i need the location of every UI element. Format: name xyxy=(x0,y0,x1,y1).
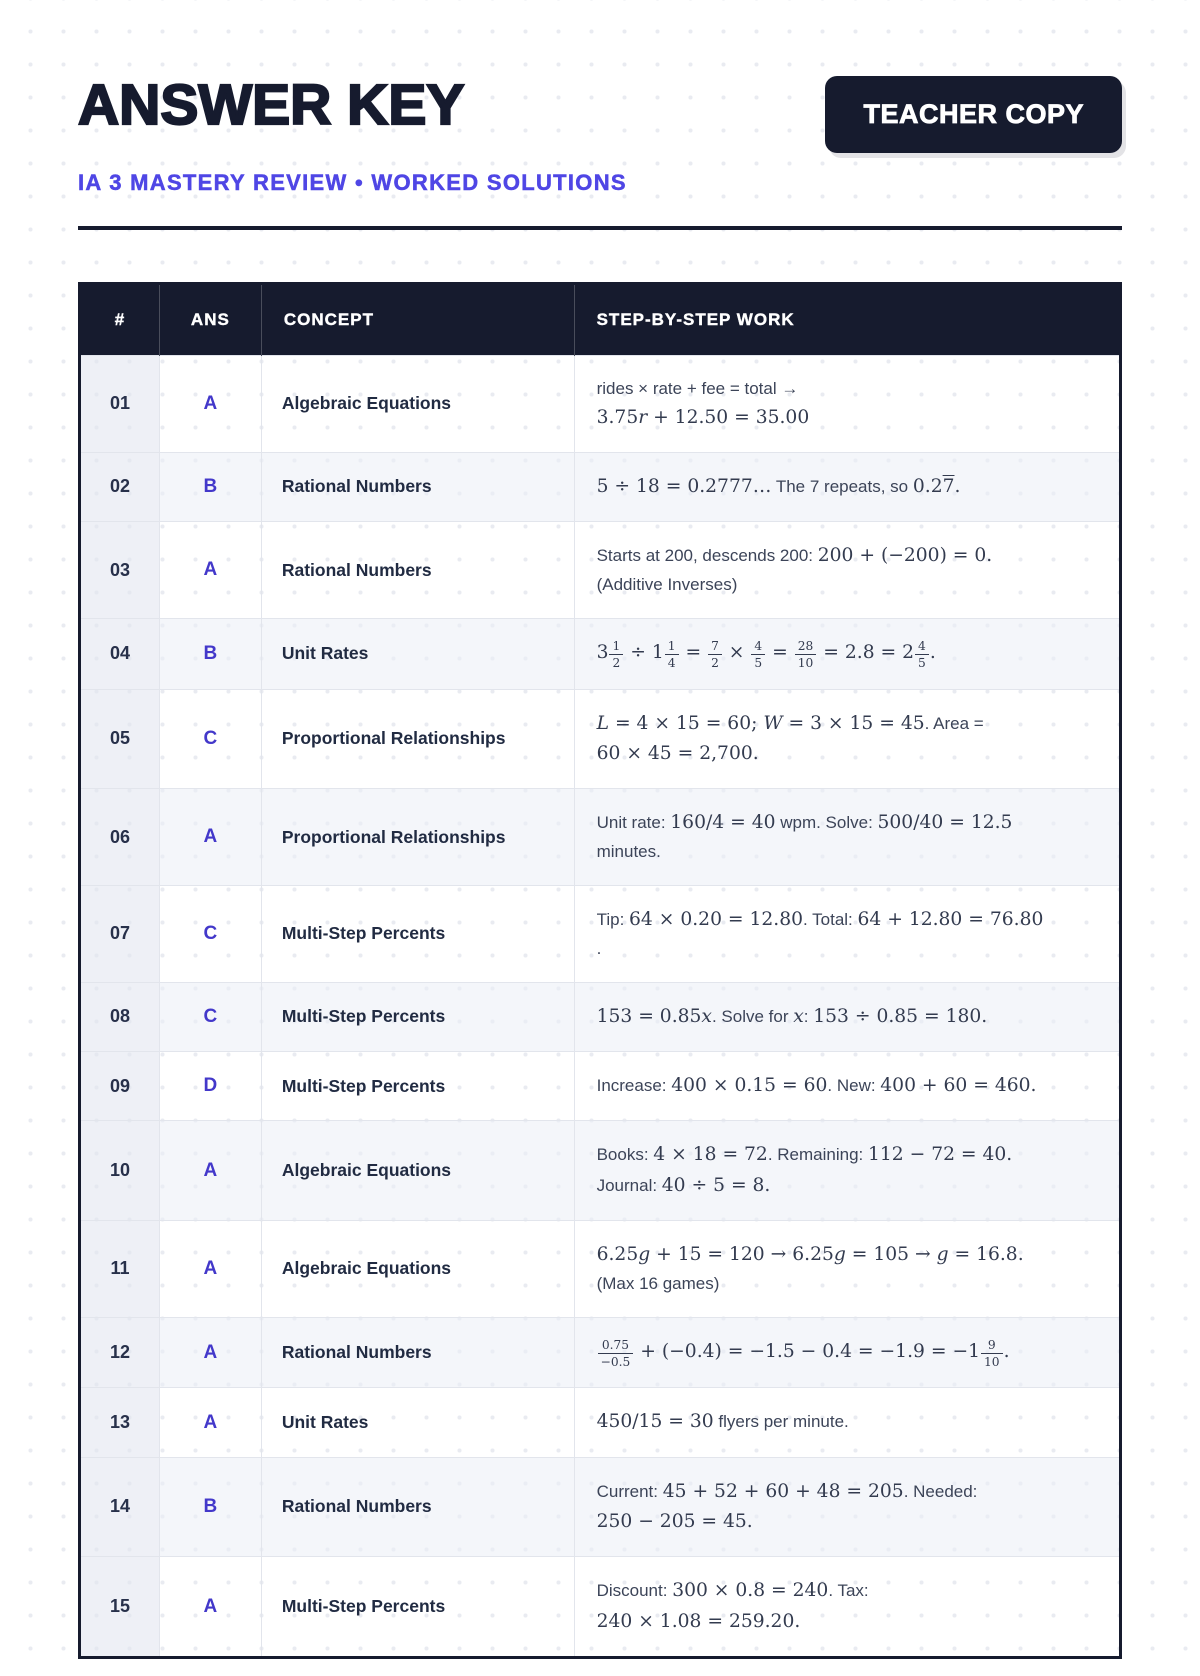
work-math: = 2.8 = 2 xyxy=(817,641,915,663)
question-number: 15 xyxy=(80,1557,160,1658)
fraction: $\frac{4}{5}$ xyxy=(751,640,765,669)
answer-letter: B xyxy=(159,618,261,689)
concept-label: Unit Rates xyxy=(261,618,574,689)
concept-label: Multi-Step Percents xyxy=(261,982,574,1051)
work-math: = 105 → xyxy=(845,1243,937,1265)
fraction: $\frac{4}{5}$ xyxy=(915,640,929,669)
work-math: 300 × 0.8 = 240 xyxy=(672,1580,829,1602)
question-number: 07 xyxy=(80,885,160,982)
work-math: + (−0.4) = −1.5 − 0.4 = −1.9 = −1 xyxy=(634,1340,980,1362)
concept-label: Proportional Relationships xyxy=(261,789,574,886)
step-by-step-work xyxy=(574,982,1120,1051)
work-math: 240 × 1.08 = 259.20. xyxy=(596,1610,801,1632)
table-row xyxy=(80,1557,1121,1658)
header-top-row xyxy=(78,73,1122,153)
concept-label: Rational Numbers xyxy=(261,1317,574,1388)
work-math: 200 + (−200) = 0. xyxy=(817,545,993,567)
work-math: 5 ÷ 18 = 0.2777… xyxy=(596,475,772,497)
question-number: 04 xyxy=(80,618,160,689)
header-divider xyxy=(78,226,1122,230)
work-math: 160/4 = 40 xyxy=(670,812,776,834)
work-math: 112 − 72 = 40. xyxy=(868,1144,1013,1166)
work-text: . New: xyxy=(827,1076,881,1096)
work-math: . xyxy=(1003,1340,1010,1362)
concept-label: Rational Numbers xyxy=(261,452,574,521)
step-by-step-work xyxy=(574,1388,1120,1457)
answer-letter: A xyxy=(159,1220,261,1317)
table-row xyxy=(80,1388,1121,1457)
answer-letter: C xyxy=(159,689,261,789)
step-by-step-work xyxy=(574,1052,1120,1121)
work-math: 4 × 18 = 72 xyxy=(653,1144,768,1166)
work-variable: r xyxy=(638,406,648,428)
fraction: $\frac{9}{10}$ xyxy=(981,1339,1003,1368)
work-math: 450/15 = 30 xyxy=(596,1411,714,1433)
work-math: × xyxy=(722,641,751,663)
step-by-step-work xyxy=(574,618,1120,689)
concept-label: Multi-Step Percents xyxy=(261,1052,574,1121)
step-by-step-work xyxy=(574,1457,1120,1557)
question-number: 10 xyxy=(80,1121,160,1221)
question-number: 14 xyxy=(80,1457,160,1557)
work-text: (Additive Inverses) xyxy=(596,575,738,595)
answer-letter: A xyxy=(159,1557,261,1658)
work-math: 64 × 0.20 = 12.80 xyxy=(629,908,803,930)
step-by-step-work xyxy=(574,689,1120,789)
work-text: wpm. Solve: xyxy=(775,813,878,833)
work-variable: g xyxy=(833,1243,846,1265)
teacher-copy-badge: TEACHER COPY xyxy=(825,76,1122,153)
work-math: 3.75 xyxy=(596,406,639,428)
question-number: 01 xyxy=(80,356,160,453)
work-text: . Solve for xyxy=(711,1006,794,1026)
step-by-step-work xyxy=(574,1121,1120,1221)
concept-label: Rational Numbers xyxy=(261,1457,574,1557)
table-row xyxy=(80,1317,1121,1388)
table-row xyxy=(80,618,1121,689)
work-math: 3 xyxy=(596,641,609,663)
work-math: = xyxy=(766,641,794,663)
work-math: . xyxy=(954,475,961,497)
concept-label: Multi-Step Percents xyxy=(261,1557,574,1658)
column-header-number: # xyxy=(80,284,160,356)
work-math: 153 ÷ 0.85 = 180. xyxy=(813,1005,988,1027)
table-body xyxy=(80,356,1121,1658)
fraction: $\frac{1}{2}$ xyxy=(609,640,623,669)
work-variable: g xyxy=(936,1243,949,1265)
work-math: 500/40 = 12.5 xyxy=(877,812,1013,834)
work-variable: W xyxy=(763,712,783,734)
work-text: . xyxy=(596,939,602,959)
concept-label: Algebraic Equations xyxy=(261,1121,574,1221)
concept-label: Proportional Relationships xyxy=(261,689,574,789)
work-text: flyers per minute. xyxy=(713,1412,849,1432)
page-header xyxy=(78,73,1122,230)
step-by-step-work xyxy=(574,452,1120,521)
fraction: $\frac{7}{2}$ xyxy=(708,640,722,669)
table-row xyxy=(80,789,1121,886)
work-math: ÷ 1 xyxy=(624,641,664,663)
step-by-step-work xyxy=(574,1557,1120,1658)
answer-letter: A xyxy=(159,1121,261,1221)
work-math: 153 = 0.85 xyxy=(596,1005,702,1027)
answer-letter: A xyxy=(159,789,261,886)
answer-letter: A xyxy=(159,1388,261,1457)
step-by-step-work xyxy=(574,356,1120,453)
concept-label: Multi-Step Percents xyxy=(261,885,574,982)
question-number: 03 xyxy=(80,522,160,619)
column-header-concept: CONCEPT xyxy=(261,284,574,356)
page-subtitle: IA 3 MASTERY REVIEW • WORKED SOLUTIONS xyxy=(78,170,627,195)
answer-letter: C xyxy=(159,982,261,1051)
fraction: $\frac{0.75}{-0.5}$ xyxy=(598,1339,634,1368)
work-text: . Area = xyxy=(924,713,984,733)
work-text: . Remaining: xyxy=(767,1145,868,1165)
table-row xyxy=(80,1457,1121,1557)
table-head xyxy=(80,284,1121,356)
question-number: 13 xyxy=(80,1388,160,1457)
work-text: Tip: xyxy=(596,909,630,929)
work-math: = 4 × 15 = 60; xyxy=(609,712,764,734)
work-text: minutes. xyxy=(596,842,661,862)
answer-letter: A xyxy=(159,522,261,619)
concept-label: Rational Numbers xyxy=(261,522,574,619)
work-variable: x xyxy=(701,1005,712,1027)
work-math: 6.25 xyxy=(596,1243,639,1265)
step-by-step-work xyxy=(574,1317,1120,1388)
column-header-work: STEP-BY-STEP WORK xyxy=(574,284,1120,356)
question-number: 08 xyxy=(80,982,160,1051)
work-math: . xyxy=(929,641,936,663)
work-math: = 16.8. xyxy=(948,1243,1024,1265)
work-text: . Tax: xyxy=(828,1581,869,1601)
table-row xyxy=(80,356,1121,453)
answer-letter: A xyxy=(159,1317,261,1388)
question-number: 05 xyxy=(80,689,160,789)
work-math: 400 × 0.15 = 60 xyxy=(671,1075,828,1097)
table-row xyxy=(80,522,1121,619)
table-row xyxy=(80,689,1121,789)
fraction: $\frac{1}{4}$ xyxy=(665,640,679,669)
answer-key-table xyxy=(78,282,1122,1659)
answer-letter: B xyxy=(159,452,261,521)
question-number: 06 xyxy=(80,789,160,886)
step-by-step-work xyxy=(574,789,1120,886)
work-math: 0.2 xyxy=(912,475,943,497)
work-math: 60 × 45 = 2,700. xyxy=(596,742,759,764)
column-header-answer: ANS xyxy=(159,284,261,356)
answer-letter: A xyxy=(159,356,261,453)
work-text: Current: xyxy=(596,1481,663,1501)
step-by-step-work xyxy=(574,885,1120,982)
step-by-step-work xyxy=(574,1220,1120,1317)
table-header-row xyxy=(80,284,1121,356)
question-number: 09 xyxy=(80,1052,160,1121)
table-row xyxy=(80,1121,1121,1221)
table-row xyxy=(80,1220,1121,1317)
work-text: Journal: xyxy=(596,1175,662,1195)
work-math: 40 ÷ 5 = 8. xyxy=(661,1174,771,1196)
work-variable: g xyxy=(638,1243,651,1265)
work-math: = xyxy=(679,641,708,663)
table-row xyxy=(80,1052,1121,1121)
answer-letter: C xyxy=(159,885,261,982)
answer-key-page xyxy=(0,73,1200,1659)
work-text: The 7 repeats, so xyxy=(771,476,913,496)
question-number: 02 xyxy=(80,452,160,521)
work-math: + 15 = 120 → 6.25 xyxy=(650,1243,834,1265)
work-math: = 3 × 15 = 45 xyxy=(782,712,925,734)
work-math: + 12.50 = 35.00 xyxy=(647,406,810,428)
work-math: 64 + 12.80 = 76.80 xyxy=(857,908,1044,930)
work-text: Unit rate: xyxy=(596,813,671,833)
concept-label: Algebraic Equations xyxy=(261,356,574,453)
answer-letter: D xyxy=(159,1052,261,1121)
page-title: ANSWER KEY xyxy=(78,73,465,137)
table-row xyxy=(80,982,1121,1051)
answer-letter: B xyxy=(159,1457,261,1557)
question-number: 11 xyxy=(80,1220,160,1317)
work-text: (Max 16 games) xyxy=(596,1274,720,1294)
work-math: 400 + 60 = 460. xyxy=(880,1075,1037,1097)
table-row xyxy=(80,452,1121,521)
work-text: . Needed: xyxy=(903,1481,978,1501)
work-text: rides × rate + fee = total → xyxy=(596,379,799,398)
fraction: $\frac{28}{10}$ xyxy=(795,640,817,669)
work-repeating-digit: 7 xyxy=(942,475,955,497)
work-math: 250 − 205 = 45. xyxy=(596,1510,753,1532)
work-variable: x xyxy=(793,1005,804,1027)
work-text: Discount: xyxy=(596,1581,673,1601)
concept-label: Unit Rates xyxy=(261,1388,574,1457)
work-text: . Total: xyxy=(803,909,858,929)
work-text: : xyxy=(803,1006,814,1026)
work-text: Starts at 200, descends 200: xyxy=(596,546,818,566)
work-math: 45 + 52 + 60 + 48 = 205 xyxy=(662,1480,904,1502)
concept-label: Algebraic Equations xyxy=(261,1220,574,1317)
work-text: Increase: xyxy=(596,1076,672,1096)
table-row xyxy=(80,885,1121,982)
step-by-step-work xyxy=(574,522,1120,619)
work-text: Books: xyxy=(596,1145,654,1165)
work-variable: L xyxy=(596,712,610,734)
question-number: 12 xyxy=(80,1317,160,1388)
